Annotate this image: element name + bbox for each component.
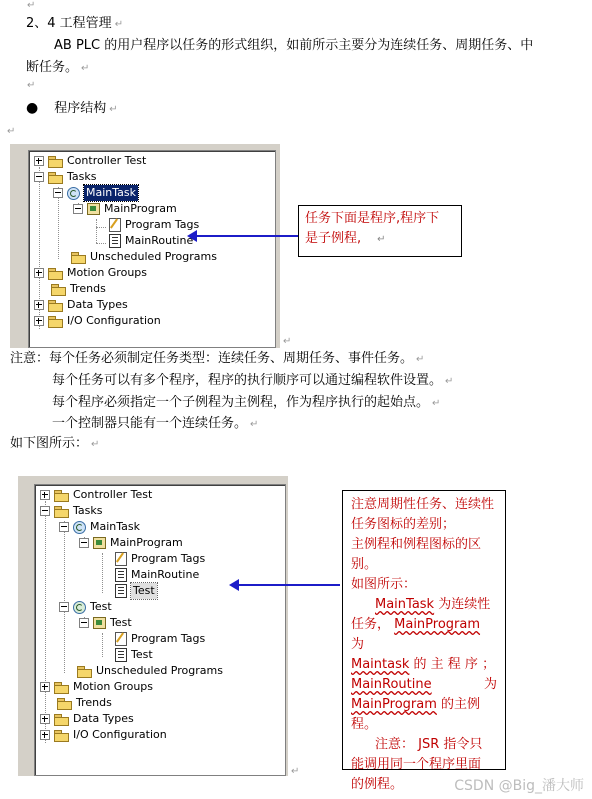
tree-node-maintask[interactable]: MainTask	[53, 185, 138, 201]
tree-node-task-test[interactable]: Test	[59, 599, 112, 615]
expand-icon[interactable]	[40, 714, 50, 724]
folder-icon	[48, 316, 63, 327]
collapse-icon[interactable]	[73, 204, 83, 214]
continuous-task-icon	[67, 187, 80, 200]
folder-icon	[51, 284, 66, 295]
bullet-icon: ●	[26, 100, 39, 116]
routine-icon	[115, 584, 127, 598]
continuous-task-icon	[73, 521, 86, 534]
tree-node-tasks[interactable]: Tasks	[40, 503, 102, 519]
folder-icon	[54, 714, 69, 725]
folder-icon	[71, 252, 86, 263]
expand-icon[interactable]	[34, 268, 44, 278]
program-icon	[87, 203, 100, 215]
tree-node-io-config[interactable]: I/O Configuration	[40, 727, 167, 743]
folder-icon	[54, 730, 69, 741]
paragraph-mark: ↵	[291, 766, 300, 777]
folder-icon	[48, 268, 63, 279]
tree-node-controller[interactable]: Controller Test	[34, 153, 146, 169]
expand-icon[interactable]	[34, 156, 44, 166]
intro-line-1: AB PLC 的用户程序以任务的形式组织，如前所示主要分为连续任务、周期任务、中	[54, 38, 534, 53]
collapse-icon[interactable]	[59, 522, 69, 532]
main-routine-icon	[115, 568, 127, 582]
tree-node-mainprogram[interactable]: MainProgram	[73, 201, 177, 217]
tree-node-controller[interactable]: Controller Test	[40, 487, 152, 503]
collapse-icon[interactable]	[53, 188, 63, 198]
expand-icon[interactable]	[40, 682, 50, 692]
collapse-icon[interactable]	[34, 172, 44, 182]
note-line-3: 每个程序必须指定一个子例程为主例程，作为程序执行的起始点。 ↵	[52, 395, 441, 410]
tree-node-program-tags[interactable]: Program Tags	[109, 217, 199, 233]
program-tags-icon	[115, 632, 127, 646]
program-tags-icon	[109, 218, 121, 232]
periodic-task-icon	[73, 601, 86, 614]
program-icon	[93, 537, 106, 549]
tree-node-program-test[interactable]: Test	[79, 615, 132, 631]
tree-node-mainroutine[interactable]: MainRoutine	[115, 567, 199, 583]
section-heading: 2、4 工程管理 ↵	[26, 16, 124, 31]
callout-2: 注意周期性任务、连续性 任务图标的差别； 主例程和例程图标的区 别。 如图所示： MainTask 为连续性 任务， MainProgram 为 Maintask 的 主 程 序 ； MainRoutine 为 MainProgram 的主例程。 注意： JSR 指令只 能调用同一个程序里面 的例程。	[342, 490, 506, 770]
main-routine-icon	[109, 234, 121, 248]
paragraph-mark: ↵	[27, 0, 36, 11]
expand-icon[interactable]	[40, 490, 50, 500]
paragraph-mark: ↵	[283, 336, 292, 347]
watermark: CSDN @Big_潘大师	[454, 778, 584, 794]
folder-icon	[57, 698, 72, 709]
tree-node-unscheduled[interactable]: Unscheduled Programs	[77, 663, 223, 679]
tree-node-program-tags[interactable]: Program Tags	[115, 551, 205, 567]
paragraph-mark: ↵	[7, 126, 16, 137]
folder-icon	[54, 490, 69, 501]
intro-line-2: 断任务。 ↵	[26, 60, 90, 75]
collapse-icon[interactable]	[79, 538, 89, 548]
tree-node-maintask[interactable]: MainTask	[59, 519, 140, 535]
folder-open-icon	[54, 506, 69, 517]
tree-node-routine-test-2[interactable]: Test	[115, 647, 153, 663]
tree-node-data-types[interactable]: Data Types	[34, 297, 128, 313]
folder-icon	[77, 666, 92, 677]
tree-node-program-tags-2[interactable]: Program Tags	[115, 631, 205, 647]
as-shown-line: 如下图所示： ↵	[10, 436, 100, 451]
tree-node-tasks[interactable]: Tasks	[34, 169, 96, 185]
collapse-icon[interactable]	[59, 602, 69, 612]
callout-1: 任务下面是程序,程序下 是子例程, ↵	[298, 205, 462, 257]
tree-node-trends[interactable]: Trends	[57, 695, 112, 711]
bullet-item: ● 程序结构 ↵	[26, 100, 118, 116]
folder-icon	[48, 156, 63, 167]
folder-icon	[48, 300, 63, 311]
tree-node-io-config[interactable]: I/O Configuration	[34, 313, 161, 329]
folder-open-icon	[48, 172, 63, 183]
main-routine-icon	[115, 648, 127, 662]
folder-icon	[54, 682, 69, 693]
tree-node-trends[interactable]: Trends	[51, 281, 106, 297]
tree-node-unscheduled[interactable]: Unscheduled Programs	[71, 249, 217, 265]
tree-node-mainroutine[interactable]: MainRoutine	[109, 233, 193, 249]
program-icon	[93, 617, 106, 629]
paragraph-mark: ↵	[27, 80, 36, 91]
arrow-2	[238, 584, 340, 586]
expand-icon[interactable]	[34, 300, 44, 310]
arrow-1	[196, 235, 298, 237]
note-line-2: 每个任务可以有多个程序，程序的执行顺序可以通过编程软件设置。 ↵	[52, 373, 454, 388]
expand-icon[interactable]	[40, 730, 50, 740]
tree-node-motion-groups[interactable]: Motion Groups	[34, 265, 147, 281]
note-line-4: 一个控制器只能有一个连续任务。 ↵	[52, 416, 259, 431]
project-tree-2	[34, 484, 286, 776]
project-tree-1	[28, 150, 276, 348]
expand-icon[interactable]	[34, 316, 44, 326]
tree-node-motion-groups[interactable]: Motion Groups	[40, 679, 153, 695]
collapse-icon[interactable]	[79, 618, 89, 628]
tree-node-mainprogram[interactable]: MainProgram	[79, 535, 183, 551]
program-tags-icon	[115, 552, 127, 566]
collapse-icon[interactable]	[40, 506, 50, 516]
tree-node-routine-test[interactable]: Test	[115, 583, 157, 599]
note-line-1: 注意：每个任务必须制定任务类型：连续任务、周期任务、事件任务。 ↵	[10, 351, 425, 366]
tree-node-data-types[interactable]: Data Types	[40, 711, 134, 727]
